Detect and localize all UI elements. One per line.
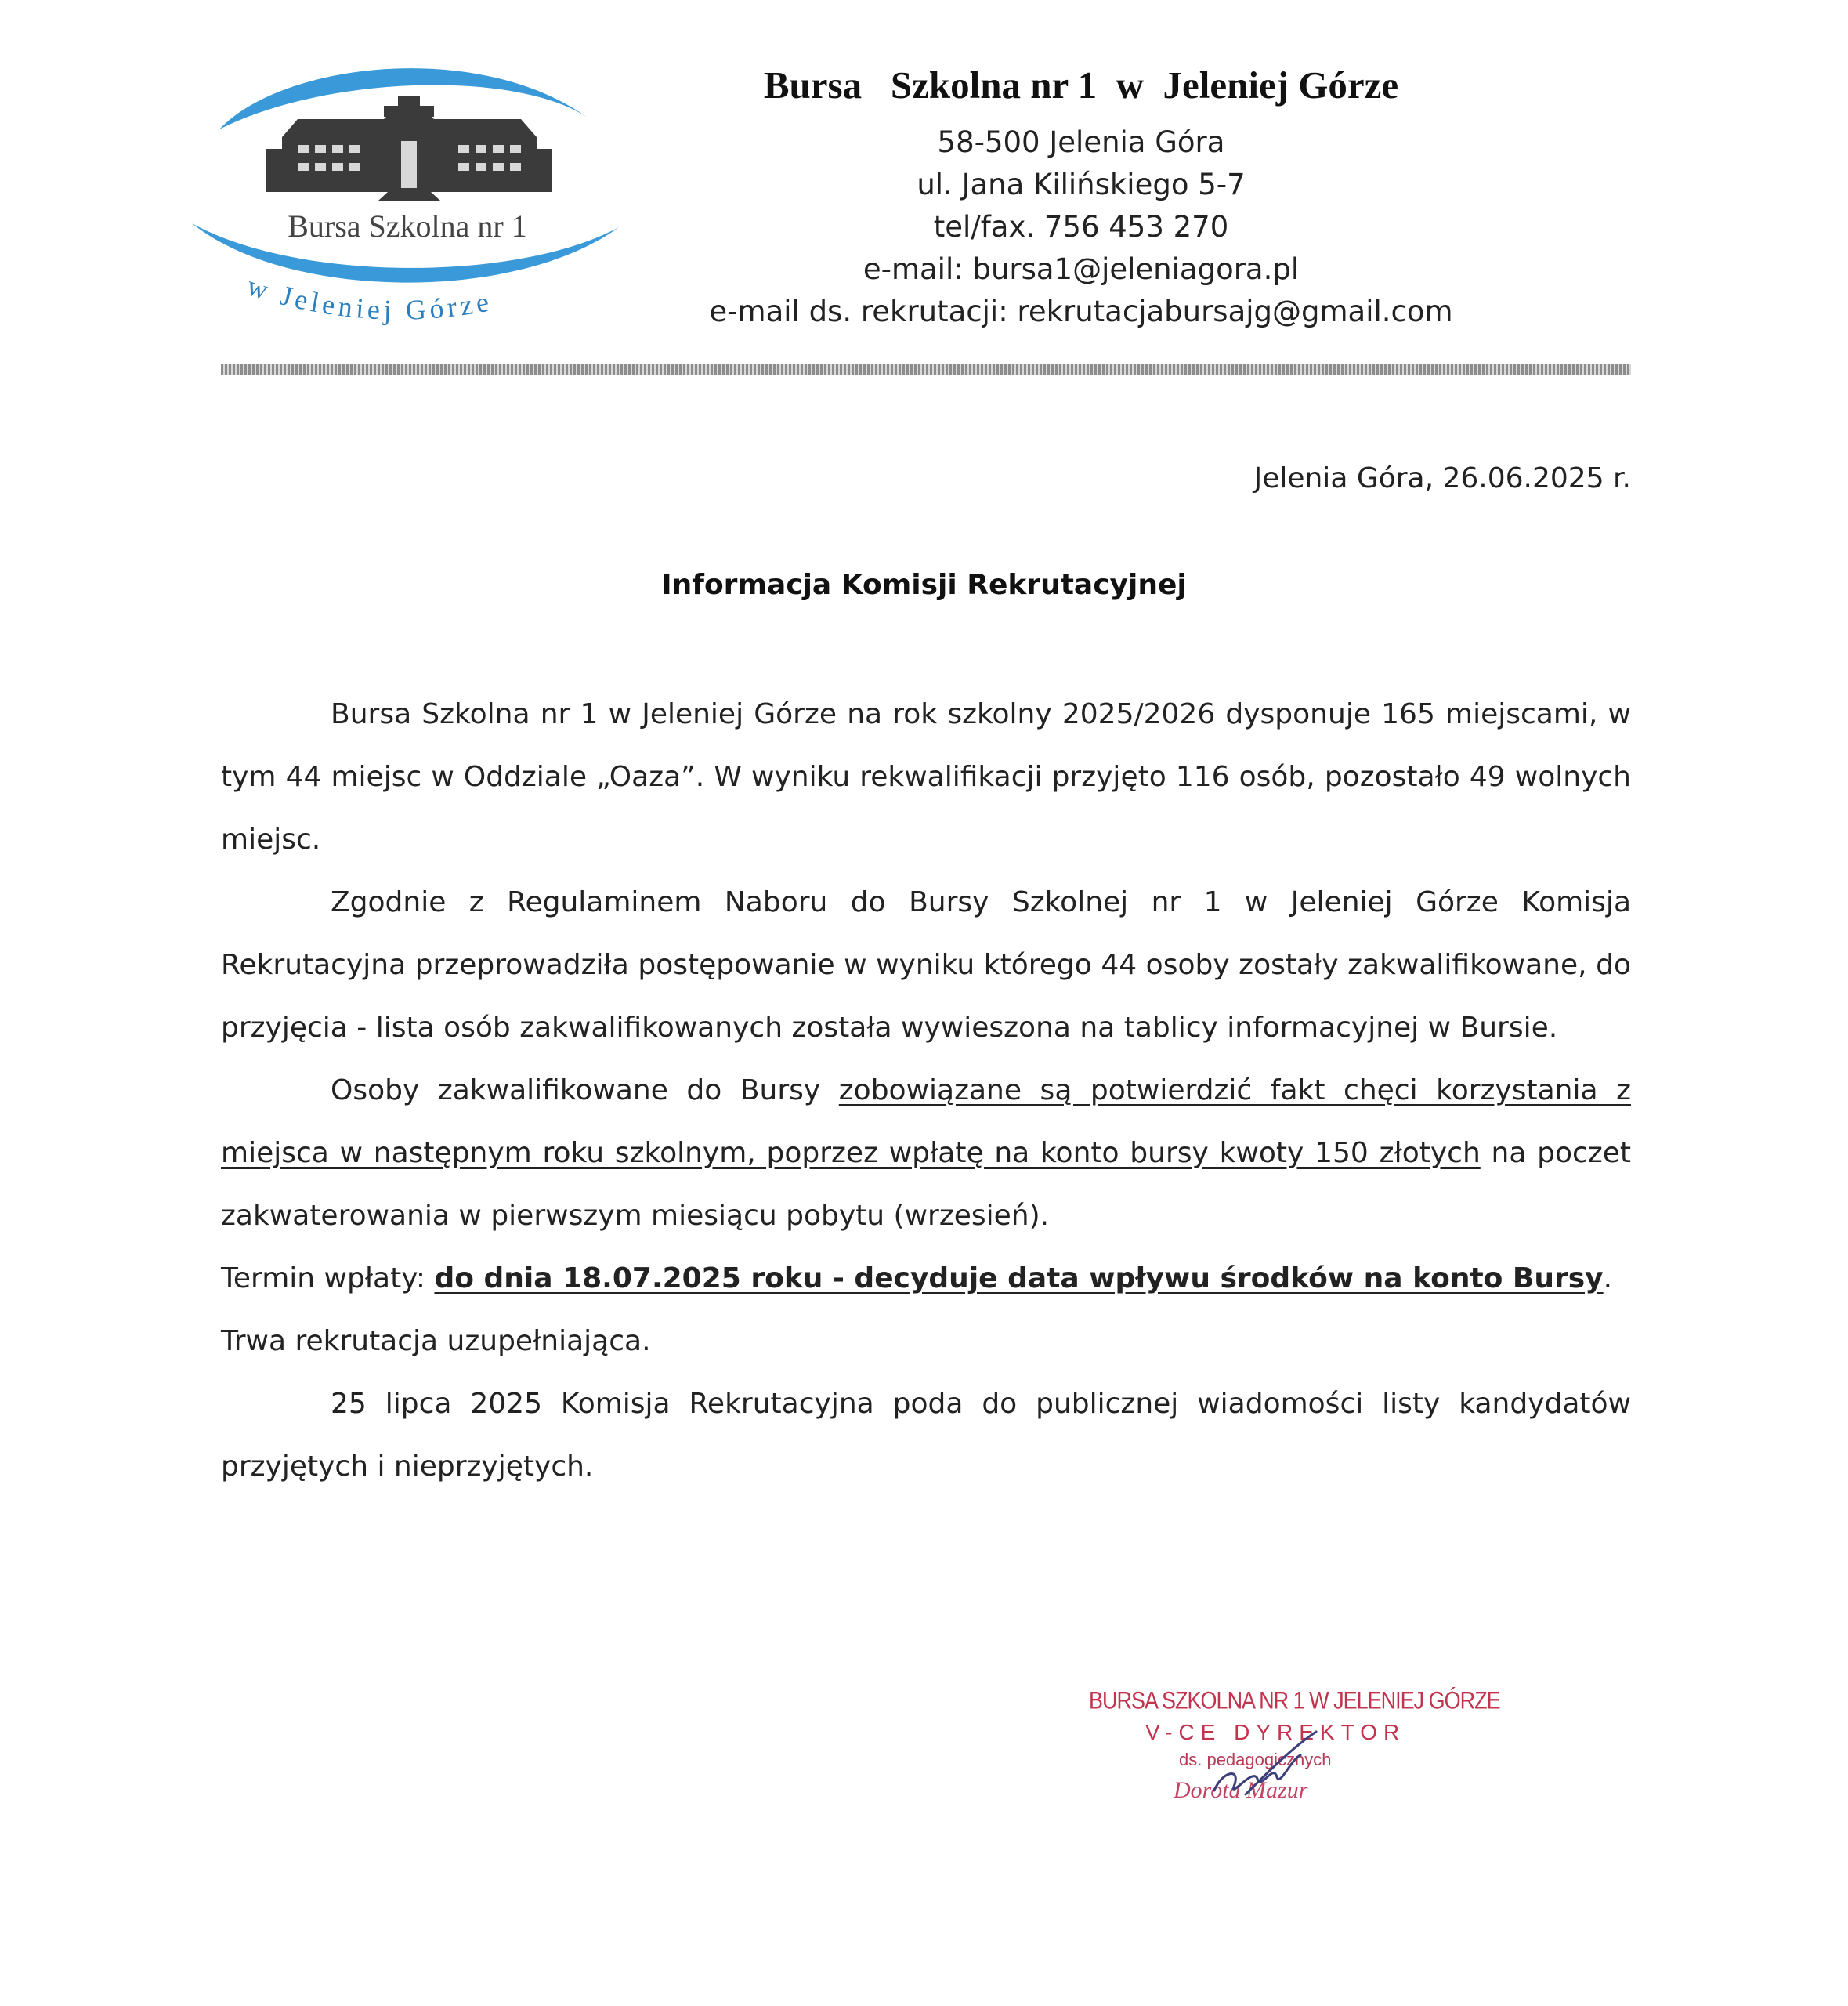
logo-main-text: Bursa Szkolna nr 1 (288, 208, 527, 244)
stamp-department: ds. pedagogicznych (1179, 1750, 1332, 1769)
confirmation-requirement: zobowiązane są potwierdzić fakt chęci korzystania z miejsca w następnym roku szkolnym, poprzez wpłatę na konto bursy kwoty 150 złotych (221, 1074, 1631, 1169)
document-title: Informacja Komisji Rekrutacyjnej (661, 569, 1187, 601)
official-stamp (1081, 1677, 1500, 1834)
street-address: ul. Jana Kilińskiego 5-7 (917, 168, 1246, 201)
letter-date: Jelenia Góra, 26.06.2025 r. (1253, 462, 1631, 494)
deadline-label: Termin wpłaty: (221, 1262, 435, 1294)
paragraph-capacity: Bursa Szkolna nr 1 w Jeleniej Górze na rok szkolny 2025/2026 dysponuje 165 miejscami, w tym 44 miejsc w Oddziale „Oaza”. W wyniku rekwalifikacji przyjęto 116 osób, pozostało 49 wolnych miejsc. (221, 698, 1631, 856)
recruitment-email: e-mail ds. rekrutacji: rekrutacjabursajg@gmail.com (709, 295, 1453, 328)
phone-fax: tel/fax. 756 453 270 (933, 210, 1229, 244)
paragraph-supplementary: Trwa rekrutacja uzupełniająca. (221, 1325, 651, 1357)
paragraph-deadline (221, 1247, 1631, 1310)
header-divider (221, 364, 1631, 375)
deadline-date: do dnia 18.07.2025 roku - decyduje data wpływu środków na konto Bursy (434, 1262, 1604, 1294)
confirmation-intro: Osoby zakwalifikowane do Bursy (331, 1074, 839, 1106)
paragraph-qualification: Zgodnie z Regulaminem Naboru do Bursy Szkolnej nr 1 w Jeleniej Górze Komisja Rekrutacyjna przeprowadziła postępowanie w wyniku którego 44 osoby zostały zakwalifikowane, do przyjęcia - lista osób zakwalifikowanych została wywieszona na tablicy informacyjnej w Bursie. (221, 886, 1631, 1044)
confirmation-purpose: na poczet zakwaterowania w pierwszym miesiącu pobytu (wrzesień). (221, 1137, 1632, 1232)
paragraph-confirmation (221, 1059, 1631, 1247)
paragraph-results: 25 lipca 2025 Komisja Rekrutacyjna poda do publicznej wiadomości listy kandydatów przyjętych i nieprzyjętych. (221, 1388, 1631, 1483)
stamp-position: V-CE DYREKTOR (1145, 1720, 1406, 1744)
letterhead (682, 63, 1481, 333)
school-logo (149, 31, 682, 360)
deadline-end: . (1603, 1262, 1613, 1294)
organization-name: Bursa Szkolna nr 1 w Jeleniej Górze (763, 63, 1399, 107)
logo-arc-text: w Jeleniej Górze (243, 270, 495, 326)
stamp-person-name: Dorota Mazur (1174, 1777, 1308, 1803)
letter-body (221, 683, 1631, 1498)
postal-address: 58-500 Jelenia Góra (937, 125, 1225, 159)
email: e-mail: bursa1@jeleniagora.pl (863, 252, 1300, 286)
stamp-institution: BURSA SZKOLNA NR 1 W JELENIEJ GÓRZE (1089, 1686, 1500, 1715)
handwritten-signature (1199, 1724, 1324, 1810)
